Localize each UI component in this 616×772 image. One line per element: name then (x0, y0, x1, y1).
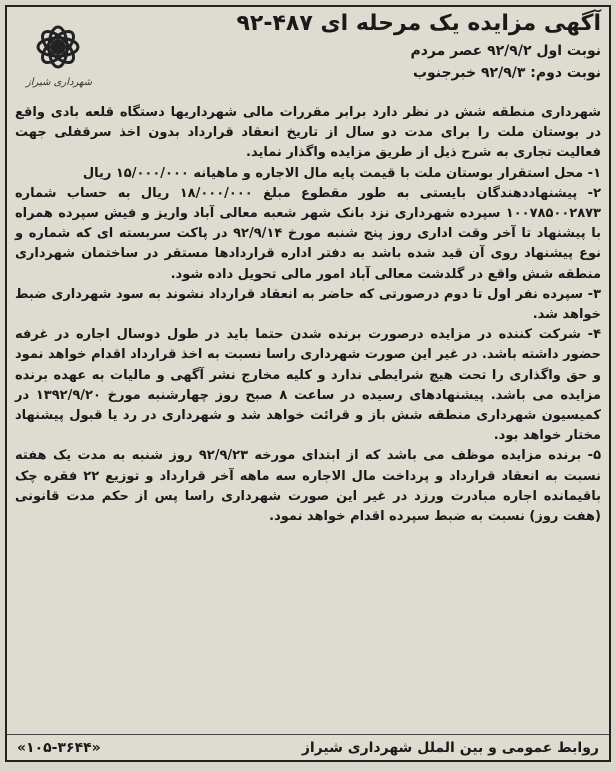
item-2: ۲- پیشنهاددهندگان بایستی به طور مقطوع مبلغ ۱۸/۰۰۰/۰۰۰ ریال به حساب شماره ۱۰۰۷۸۵۰۰۲۸۷۳ سپرده شهرداری نزد بانک شهر شعبه معالی آباد واریز و فیش سپرده همراه با پیشنهاد تا آخر وقت اداری روز پنج شنبه مورخ ۹۲/۹/۱۴ در پاکت سربسته ای که شماره و نوع پیشنهاد روی آن قید شده باشد به دفتر اداره قراردادها مستقر در ساختمان شهرداری منطقه شش واقع در گلدشت معالی آباد امور مالی تحویل داده شود. (15, 185, 601, 282)
logo-caption: شهرداری شیراز (25, 77, 93, 88)
second-publication: نوبت دوم: ۹۲/۹/۳ خبرجنوب (412, 65, 601, 81)
footer-code: «۱۰۵-۳۶۴۴» (17, 739, 101, 756)
footer-org: روابط عمومی و بین الملل شهرداری شیراز (301, 739, 599, 756)
item-1: ۱- محل استقرار بوستان ملت با قیمت پایه مال الاجاره و ماهیانه ۱۵/۰۰۰/۰۰۰ ریال (82, 165, 601, 181)
item-5: ۵- برنده مزایده موظف می باشد که از ابتدای مورخه ۹۲/۹/۲۳ روز شنبه به مدت یک هفته نسبت به انعقاد قرارداد و پرداخت مال الاجاره سه ماهه آخر قرارداد و توزیع ۲۲ فقره چک باقیمانده اجاره مبادرت ورزد در غیر این صورت شهرداری راسا پس از حکم مدت قانونی (هفت روز) نسبت به ضبط سپرده اقدام خواهد نمود. (15, 448, 602, 525)
footer (7, 734, 609, 760)
item-3: ۳- سپرده نفر اول تا دوم درصورتی که حاضر به انعقاد قرارداد نشوند به سود شهرداری ضبط خواهد شد. (15, 286, 601, 323)
ad-title: آگهی مزایده یک مرحله ای ۴۸۷-۹۲ (236, 11, 601, 36)
first-publication: نوبت اول ۹۲/۹/۲ عصر مردم (410, 43, 601, 59)
item-4: ۴- شرکت کننده در مزایده درصورت برنده شدن حتما باید در طول دوسال اجاره در غرفه حضور داشته باشد. در غیر این صورت شهرداری راسا نسبت به اخذ قرارداد اقدام خواهد نمود و حق واگذاری را تحت هیچ شرایطی ندارد و کلیه مخارج نشر آگهی و مالیات به عهده برنده مزایده می باشد. پیشنهادهای رسیده در ساعت ۸ صبح روز چهارشنبه مورخ ۱۳۹۲/۹/۲۰ در کمیسیون شهرداری منطقه شش باز و قرائت خواهد شد و شهرداری در رد یا قبول پیشنهاد مختار خواهد بود. (15, 327, 601, 444)
intro-paragraph: شهرداری منطقه شش در نظر دارد برابر مقررات مالی شهرداریها دستگاه قلعه بادی واقع در بوستان ملت را برای مدت دو سال از تاریخ انعقاد قرارداد بدون اخذ سرقفلی جهت فعالیت تجاری به شرح ذیل از طریق مزایده واگذار نماید. (15, 105, 601, 161)
advertisement (5, 5, 611, 762)
header (7, 7, 609, 105)
ad-body (15, 103, 601, 527)
